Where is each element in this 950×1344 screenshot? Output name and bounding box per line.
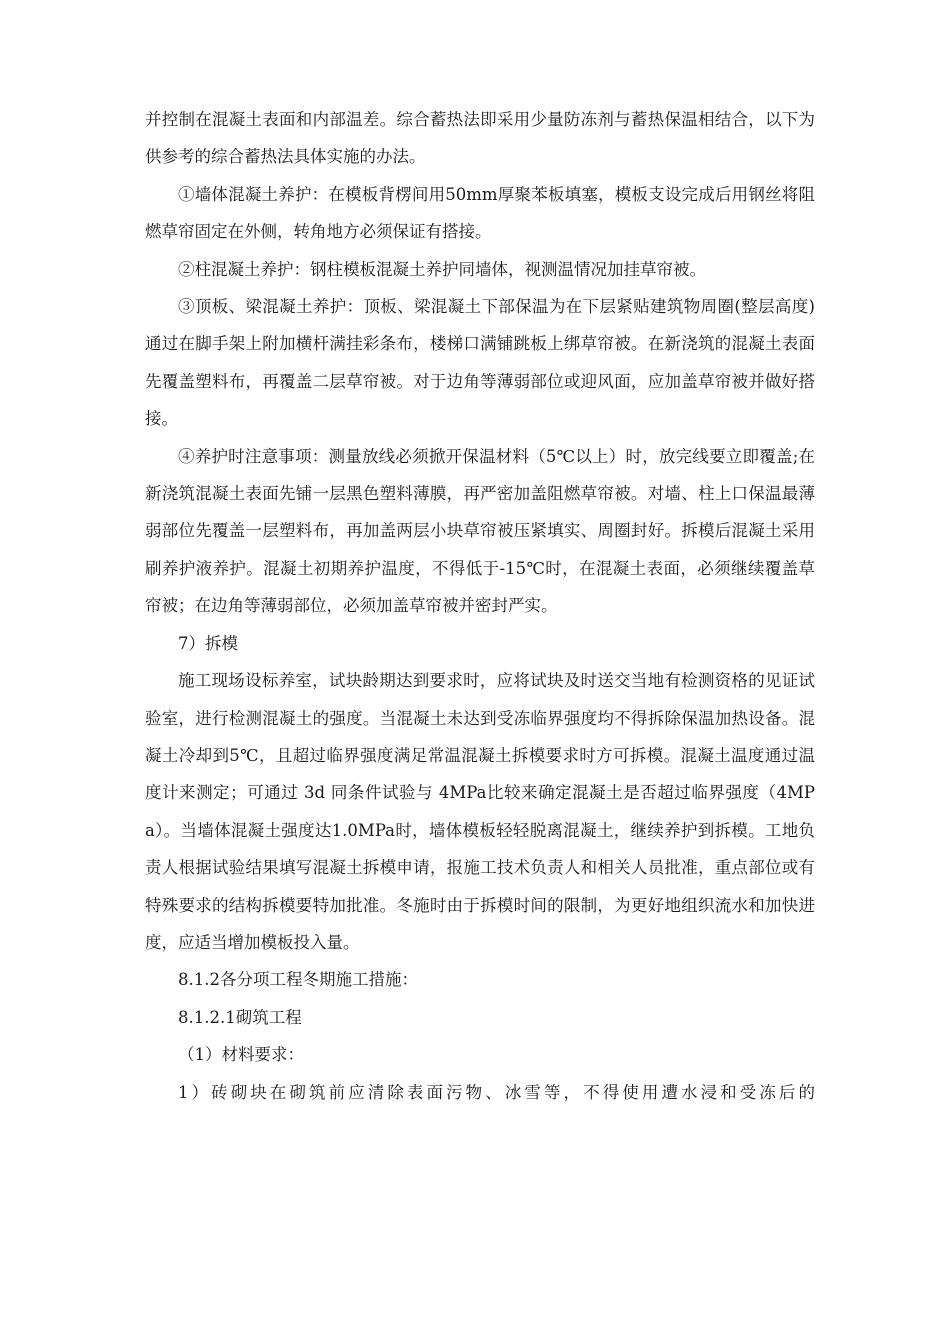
heading-material-requirements: （1）材料要求： [178, 1045, 304, 1065]
heading-section-8-1-2-1: 8.1.2.1砌筑工程 [178, 1007, 302, 1027]
paragraph-wall-curing: ①墙体混凝土养护：在模板背楞间用50mm厚聚苯板填塞，模板支设完成后用钢丝将阻燃草帘固定在外侧，转角地方必须保证有搭接。 [145, 184, 815, 242]
paragraph-slab-beam-curing: ③顶板、梁混凝土养护：顶板、梁混凝土下部保温为在下层紧贴建筑物周圈(整层高度)通过在脚手架上附加横杆满挂彩条布，楼梯口满铺跳板上绑草帘被。在新浇筑的混凝土表面先覆盖塑料布，再覆盖二层草帘被。对于边角等薄弱部位或迎风面，应加盖草帘被并做好搭接。 [145, 297, 815, 429]
heading-section-8-1-2: 8.1.2各分项工程冬期施工措施： [178, 970, 418, 990]
paragraph-formwork-removal: 施工现场设标养室，试块龄期达到要求时，应将试块及时送交当地有检测资格的见证试验室，进行检测混凝土的强度。当混凝土未达到受冻临界强度均不得拆除保温加热设备。混凝土冷却到5℃，且超过临界强度满足常温混凝土拆模要求时方可拆模。混凝土温度通过温度计来测定；可通过 3d 同条件试验与 4MPa比较来确定混凝土是否超过临界强度（4MPa）。当墙体混凝土强度达1.0MPa时，墙体模板轻轻脱离混凝土，继续养护到拆模。工地负责人根据试验结果填写混凝土拆模申请，报施工技术负责人和相关人员批准，重点部位或有特殊要求的结构拆模要特加批准。冬施时由于拆模时间的限制，为更好地组织流水和加快进度，应适当增加模板投入量。 [145, 671, 815, 952]
paragraph-column-curing: ②柱混凝土养护：钢柱模板混凝土养护同墙体，视测温情况加挂草帘被。 [178, 259, 706, 279]
paragraph-intro-continuation: 并控制在混凝土表面和内部温差。综合蓄热法即采用少量防冻剂与蓄热保温相结合，以下为供参考的综合蓄热法具体实施的办法。 [145, 110, 815, 167]
heading-formwork-removal: 7）拆模 [178, 633, 238, 653]
document-body [145, 101, 815, 1111]
paragraph-brick-requirements: 1）砖砌块在砌筑前应清除表面污物、冰雪等，不得使用遭水浸和受冻后的 [178, 1082, 815, 1102]
paragraph-curing-notes: ④养护时注意事项：测量放线必须掀开保温材料（5℃以上）时，放完线要立即覆盖;在新浇筑混凝土表面先铺一层黑色塑料薄膜，再严密加盖阻燃草帘被。对墙、柱上口保温最薄弱部位先覆盖一层塑料布，再加盖两层小块草帘被压紧填实、周圈封好。拆模后混凝土采用刷养护液养护。混凝土初期养护温度，不得低于-15℃时，在混凝土表面，必须继续覆盖草帘被；在边角等薄弱部位，必须加盖草帘被并密封严实。 [145, 446, 815, 616]
